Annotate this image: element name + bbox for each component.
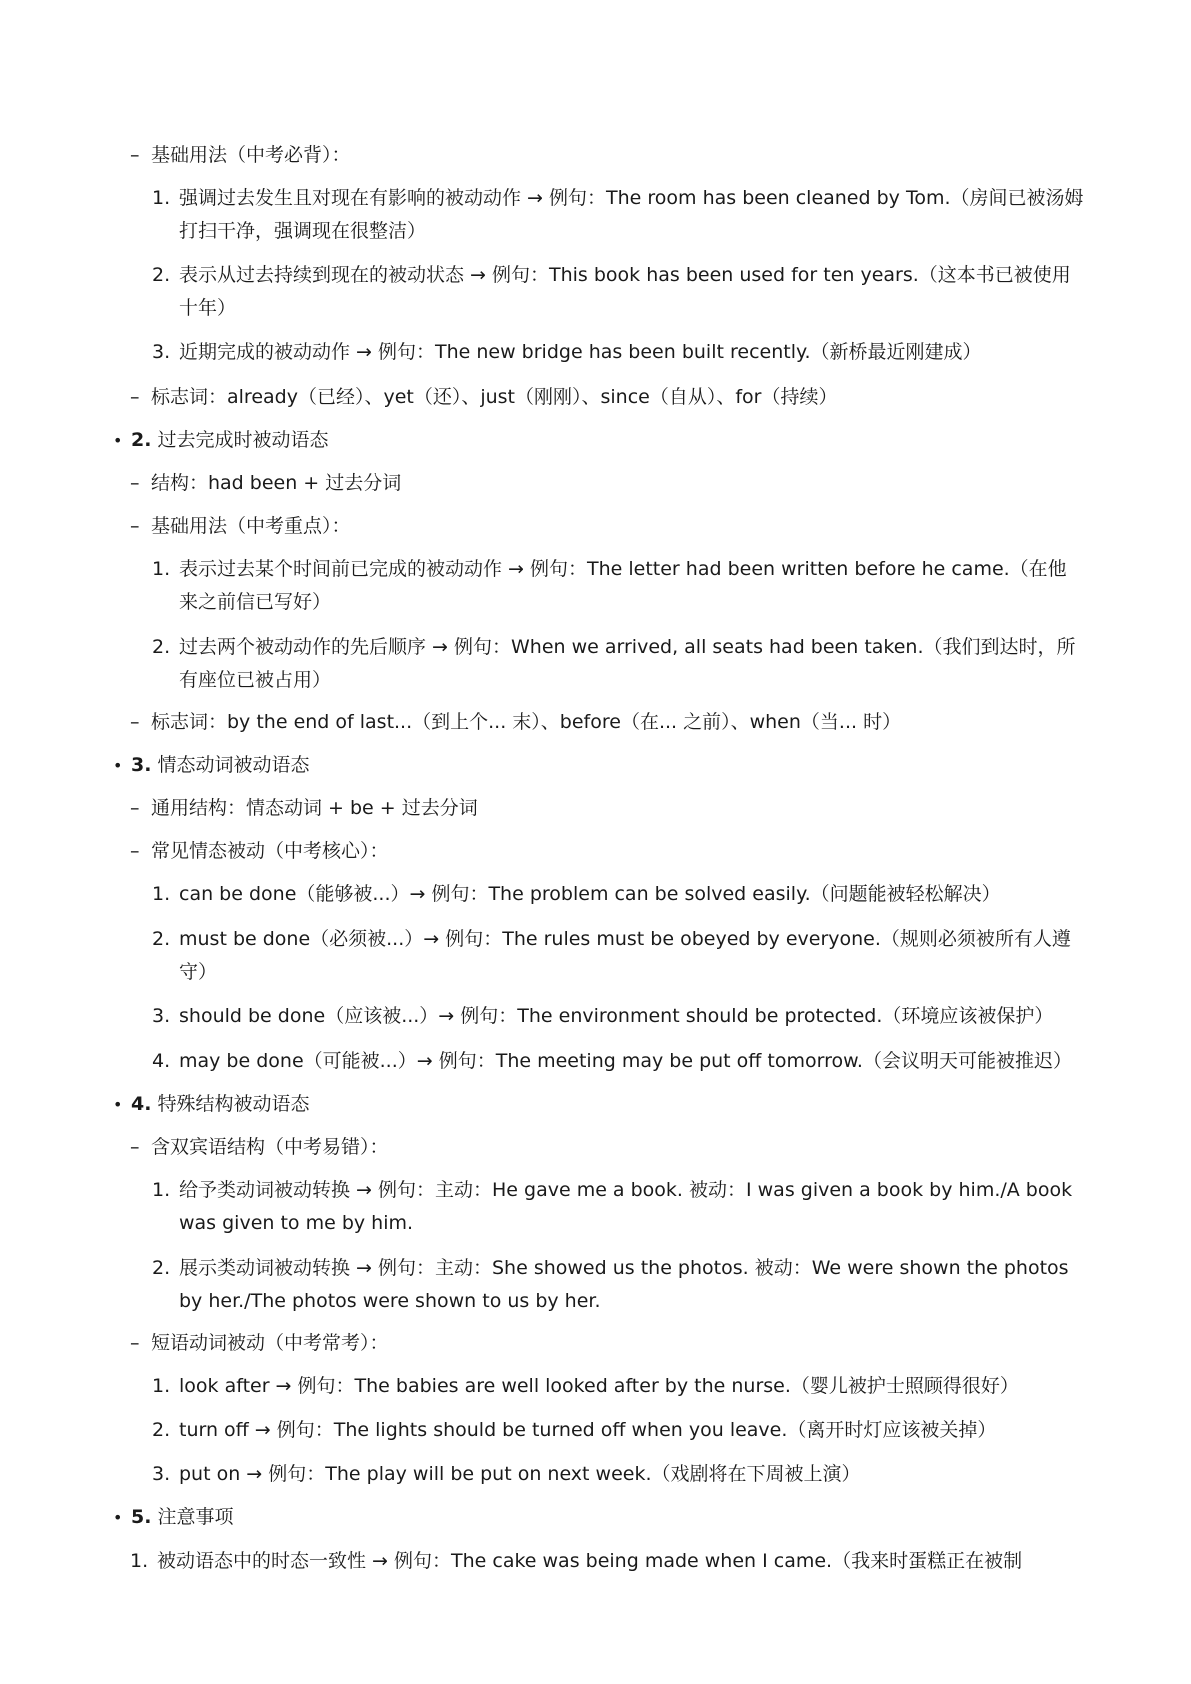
dash-marker: – bbox=[130, 386, 140, 408]
dash-marker: – bbox=[130, 840, 140, 862]
item-number: 2. bbox=[152, 264, 171, 286]
item-text: 表示从过去持续到现在的被动状态 → 例句：This book has been used for ten years.（这本书已被使用十年） bbox=[179, 264, 1071, 319]
basic-usage-label: 基础用法（中考必背）： bbox=[151, 144, 351, 166]
item-text: 给予类动词被动转换 → 例句：主动：He gave me a book. 被动：I was given a book by him./A book was given to me by him. bbox=[179, 1179, 1073, 1234]
section-number: 2. bbox=[131, 429, 152, 451]
item-text: 过去两个被动动作的先后顺序 → 例句：When we arrived, all seats had been taken.（我们到达时，所有座位已被占用） bbox=[179, 636, 1076, 691]
structure-text: 结构：had been + 过去分词 bbox=[151, 472, 402, 494]
item-number: 2. bbox=[152, 928, 171, 950]
item-text: 近期完成的被动动作 → 例句：The new bridge has been built recently.（新桥最近刚建成） bbox=[179, 341, 982, 363]
item-text: look after → 例句：The babies are well looked after by the nurse.（婴儿被护士照顾得很好） bbox=[179, 1375, 1019, 1397]
signal-words: 标志词：by the end of last...（到上个... 末）、before（在... 之前）、when（当... 时） bbox=[151, 711, 902, 733]
item-text: may be done（可能被...）→ 例句：The meeting may be put off tomorrow.（会议明天可能被推迟） bbox=[179, 1050, 1072, 1072]
item-text: should be done（应该被...）→ 例句：The environment should be protected.（环境应该被保护） bbox=[179, 1005, 1054, 1027]
item-number: 1. bbox=[152, 883, 171, 905]
item-number: 4. bbox=[152, 1050, 171, 1072]
item-number: 3. bbox=[152, 1463, 171, 1485]
item-text: can be done（能够被...）→ 例句：The problem can be solved easily.（问题能被轻松解决） bbox=[179, 883, 1001, 905]
bullet-marker: • bbox=[113, 756, 123, 775]
dash-marker: – bbox=[130, 711, 140, 733]
section-title-text: 过去完成时被动语态 bbox=[157, 429, 329, 451]
section-title-text: 情态动词被动语态 bbox=[157, 754, 310, 776]
dash-marker: – bbox=[130, 515, 140, 537]
phrasal-verb-label: 短语动词被动（中考常考）： bbox=[151, 1332, 389, 1354]
item-number: 2. bbox=[152, 636, 171, 658]
dash-marker: – bbox=[130, 797, 140, 819]
item-number: 1. bbox=[152, 1375, 171, 1397]
item-number: 1. bbox=[152, 187, 171, 209]
item-text: put on → 例句：The play will be put on next week.（戏剧将在下周被上演） bbox=[179, 1463, 861, 1485]
item-text: 展示类动词被动转换 → 例句：主动：She showed us the photos. 被动：We were shown the photos by her./The photos were shown to us by her. bbox=[179, 1257, 1069, 1312]
dash-marker: – bbox=[130, 144, 140, 166]
section-title-text: 注意事项 bbox=[157, 1506, 234, 1528]
section-title bbox=[131, 749, 310, 782]
item-number: 1. bbox=[152, 1179, 171, 1201]
item-number: 2. bbox=[152, 1419, 171, 1441]
dash-marker: – bbox=[130, 472, 140, 494]
dash-marker: – bbox=[130, 1332, 140, 1354]
item-number: 3. bbox=[152, 341, 171, 363]
basic-usage-label: 基础用法（中考重点）： bbox=[151, 515, 351, 537]
item-number: 1. bbox=[130, 1550, 149, 1572]
section-number: 4. bbox=[131, 1093, 152, 1115]
section-title-text: 特殊结构被动语态 bbox=[157, 1093, 310, 1115]
bullet-marker: • bbox=[113, 1508, 123, 1527]
item-number: 1. bbox=[152, 558, 171, 580]
item-text: 被动语态中的时态一致性 → 例句：The cake was being made when I came.（我来时蛋糕正在被制 bbox=[157, 1550, 1023, 1572]
section-number: 5. bbox=[131, 1506, 152, 1528]
signal-words: 标志词：already（已经）、yet（还）、just（刚刚）、since（自从）、for（持续） bbox=[151, 386, 838, 408]
item-text: turn off → 例句：The lights should be turned off when you leave.（离开时灯应该被关掉） bbox=[179, 1419, 997, 1441]
structure-text: 通用结构：情态动词 + be + 过去分词 bbox=[151, 797, 478, 819]
section-number: 3. bbox=[131, 754, 152, 776]
common-modal-label: 常见情态被动（中考核心）： bbox=[151, 840, 389, 862]
section-title bbox=[131, 424, 329, 457]
item-number: 2. bbox=[152, 1257, 171, 1279]
item-text: must be done（必须被...）→ 例句：The rules must be obeyed by everyone.（规则必须被所有人遵守） bbox=[179, 928, 1071, 983]
item-text: 表示过去某个时间前已完成的被动动作 → 例句：The letter had been written before he came.（在他来之前信已写好） bbox=[179, 558, 1067, 613]
dash-marker: – bbox=[130, 1136, 140, 1158]
item-text: 强调过去发生且对现在有影响的被动动作 → 例句：The room has been cleaned by Tom.（房间已被汤姆打扫干净，强调现在很整洁） bbox=[179, 187, 1084, 242]
double-object-label: 含双宾语结构（中考易错）： bbox=[151, 1136, 389, 1158]
item-number: 3. bbox=[152, 1005, 171, 1027]
section-title bbox=[131, 1501, 234, 1534]
bullet-marker: • bbox=[113, 431, 123, 450]
bullet-marker: • bbox=[113, 1095, 123, 1114]
section-title bbox=[131, 1088, 310, 1121]
